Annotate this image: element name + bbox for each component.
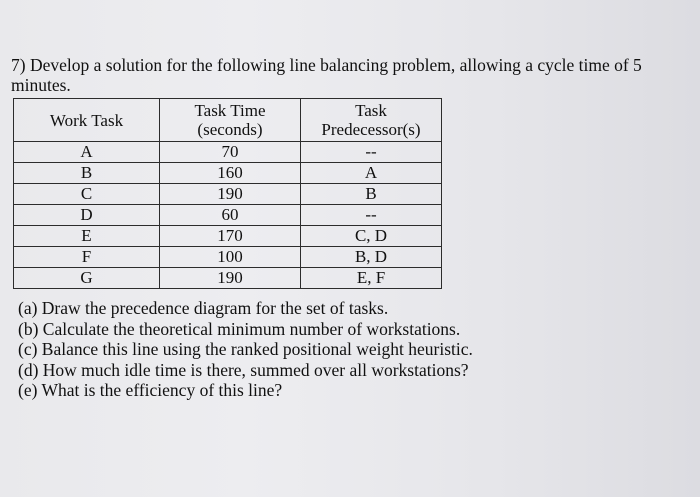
cell-task: C	[14, 184, 160, 205]
cell-time: 60	[160, 205, 301, 226]
header-work-task: Work Task	[14, 99, 160, 142]
cell-task: E	[14, 226, 160, 247]
table-row	[14, 163, 442, 184]
part-d: (d) How much idle time is there, summed over all workstations?	[18, 359, 469, 380]
part-b: (b) Calculate the theoretical minimum number of workstations.	[18, 318, 461, 339]
table-row	[14, 205, 442, 226]
header-task-predecessors: Task Predecessor(s)	[301, 99, 442, 142]
cell-predecessor: A	[301, 163, 442, 184]
cell-predecessor: B, D	[301, 247, 442, 268]
cell-predecessor: --	[301, 142, 442, 163]
table-header-row	[14, 99, 442, 142]
cell-task: B	[14, 163, 160, 184]
table-row	[14, 184, 442, 205]
cell-task: A	[14, 142, 160, 163]
table-row	[14, 268, 442, 289]
part-c: (c) Balance this line using the ranked positional weight heuristic.	[18, 339, 473, 359]
table-row	[14, 247, 442, 268]
cell-time: 190	[160, 268, 301, 289]
cell-predecessor: E, F	[301, 268, 442, 289]
question-text: 7) Develop a solution for the following line balancing problem, allowing a cycle time of 5 minutes.	[11, 55, 642, 95]
cell-time: 170	[160, 226, 301, 247]
cell-task: D	[14, 205, 160, 226]
cell-time: 190	[160, 184, 301, 205]
task-table	[13, 98, 442, 289]
table-row	[14, 142, 442, 163]
cell-predecessor: B	[301, 184, 442, 205]
cell-time: 160	[160, 163, 301, 184]
cell-task: F	[14, 247, 160, 268]
header-task-time: Task Time (seconds)	[160, 99, 301, 142]
cell-time: 100	[160, 247, 301, 268]
question-parts	[18, 298, 473, 401]
part-a: (a) Draw the precedence diagram for the set of tasks.	[18, 298, 389, 318]
part-e: (e) What is the efficiency of this line?	[18, 380, 283, 400]
table-row	[14, 226, 442, 247]
cell-predecessor: --	[301, 205, 442, 226]
cell-predecessor: C, D	[301, 226, 442, 247]
cell-time: 70	[160, 142, 301, 163]
cell-task: G	[14, 268, 160, 289]
